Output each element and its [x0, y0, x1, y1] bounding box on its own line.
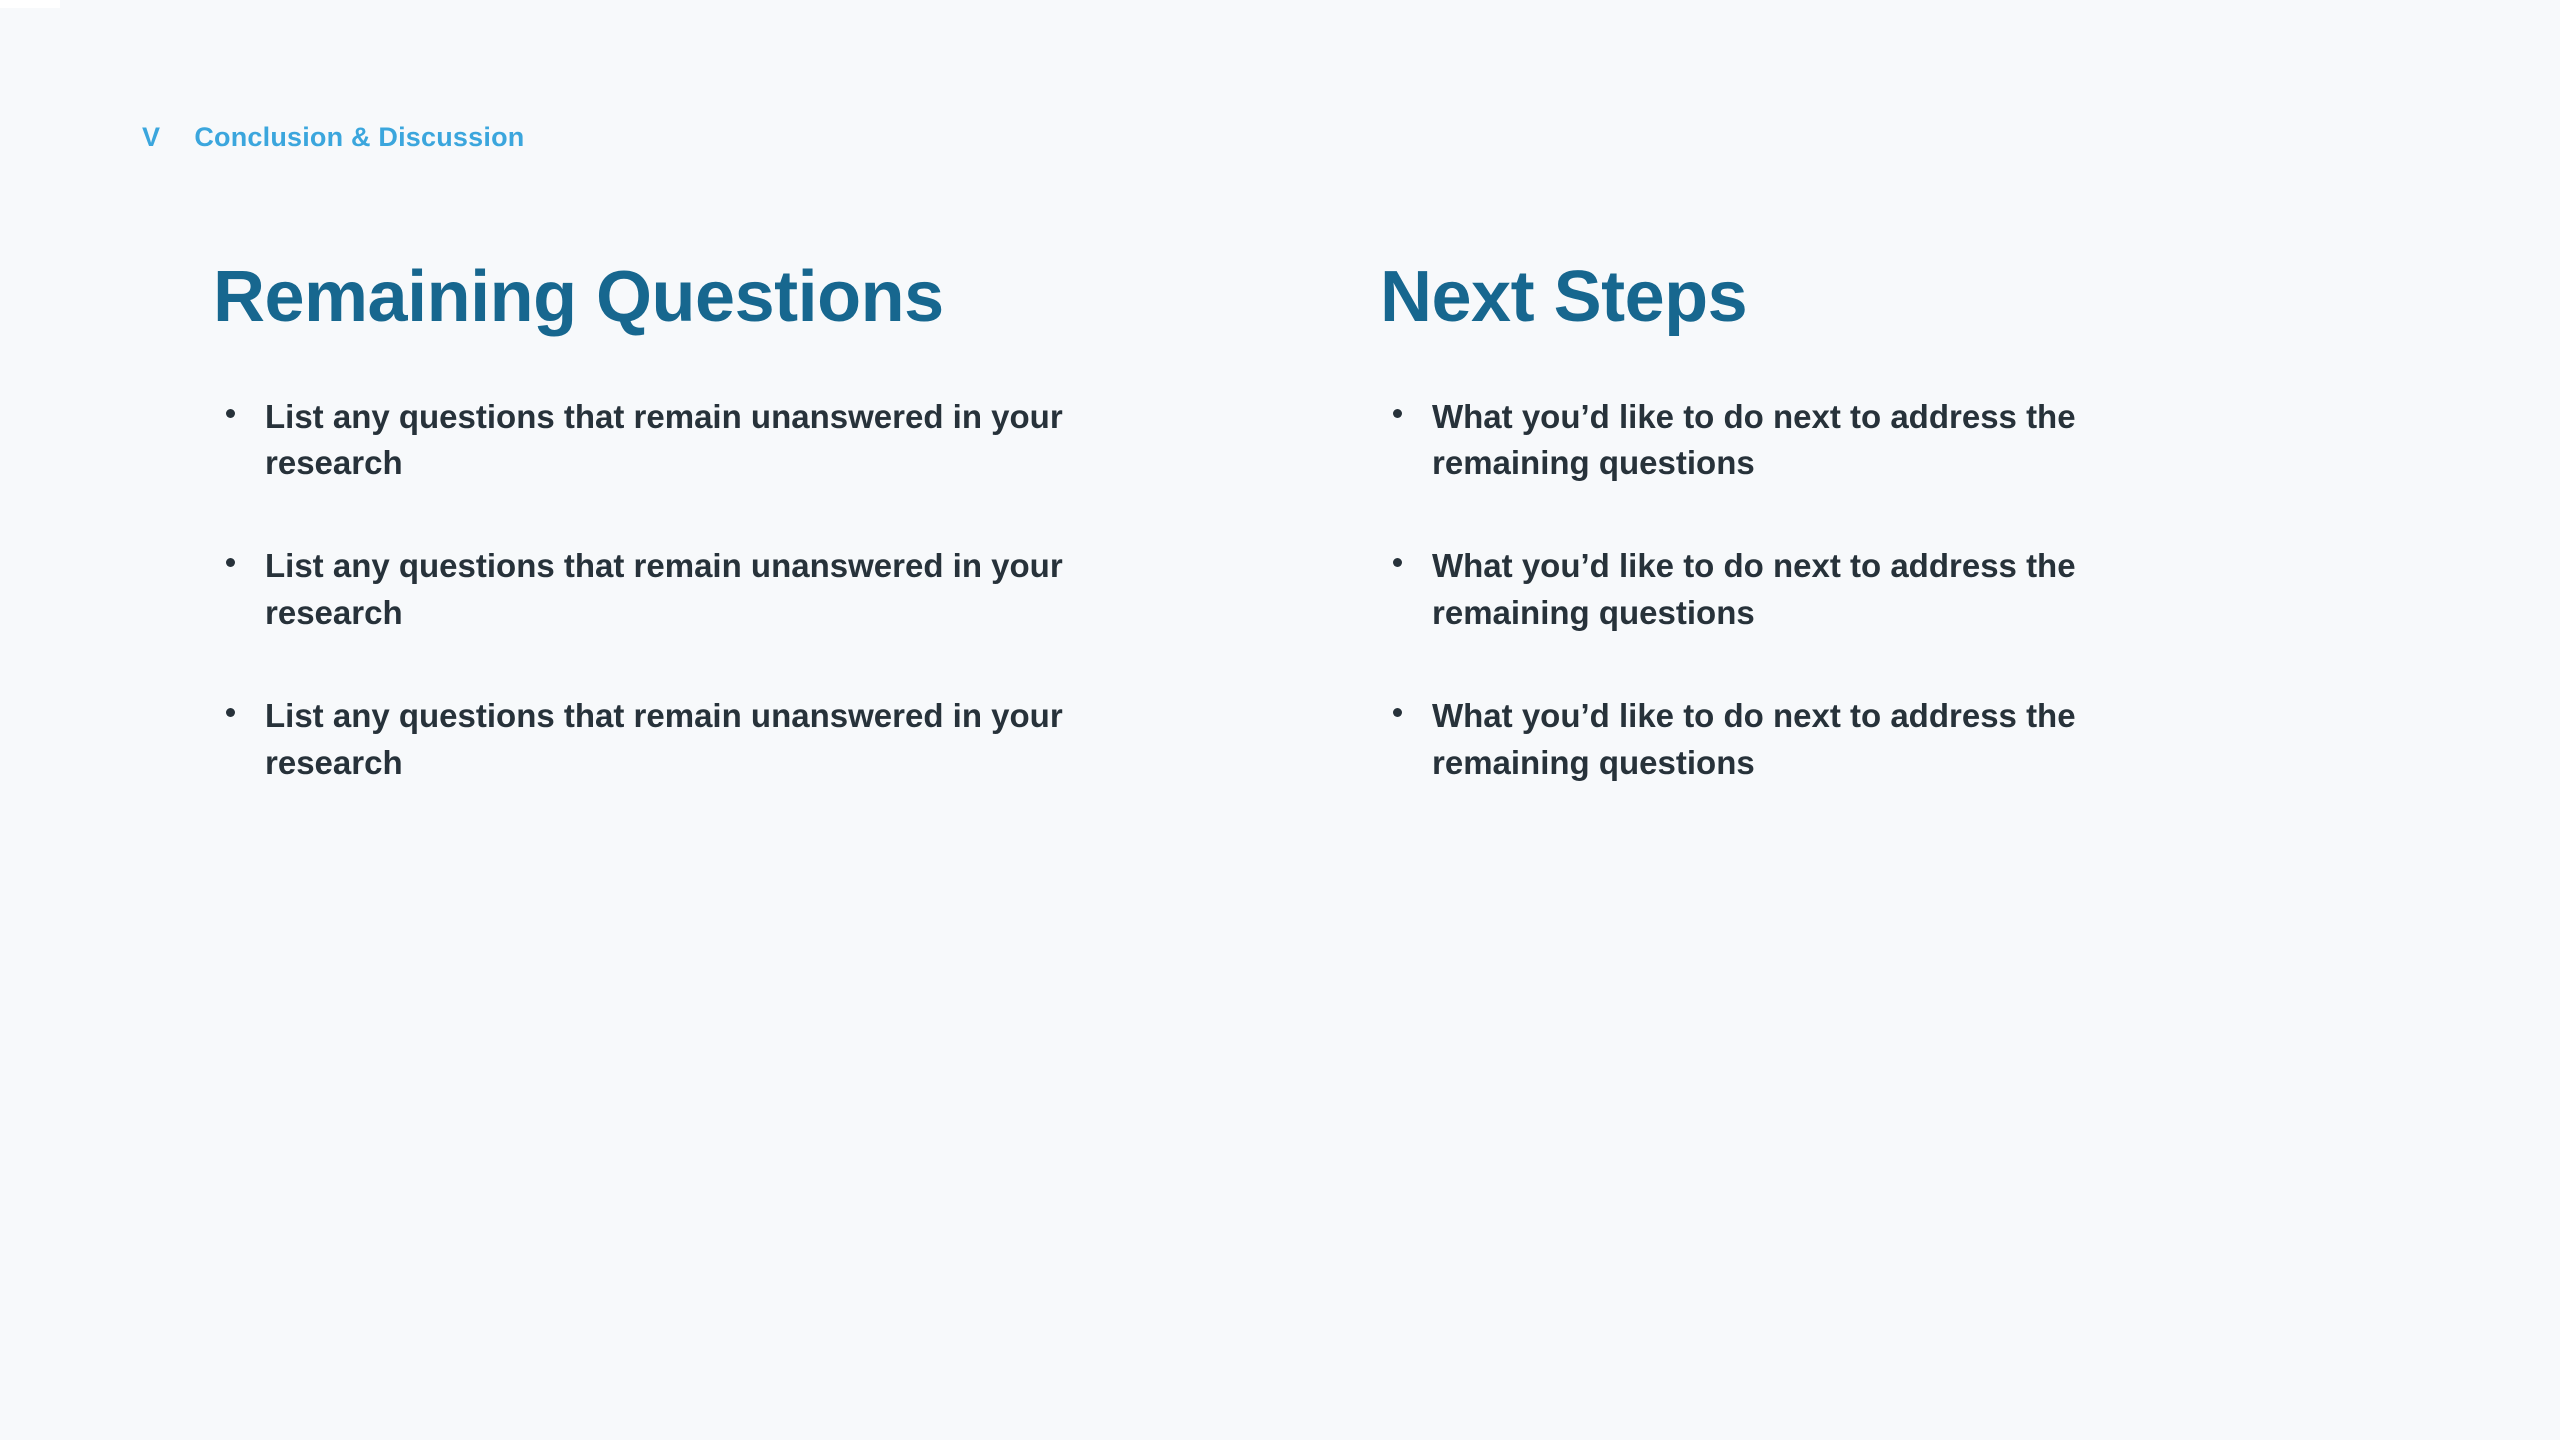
bullet-dot-icon	[1393, 708, 1402, 717]
column-next-steps	[1175, 257, 2560, 787]
list-item-text: What you’d like to do next to address the remaining questions	[1432, 547, 2076, 632]
content-columns	[0, 257, 2560, 787]
section-title: Conclusion & Discussion	[194, 122, 525, 152]
list-item-text: List any questions that remain unanswered in your research	[265, 697, 1063, 781]
bullet-list-remaining-questions	[213, 394, 1175, 787]
list-item	[213, 693, 1065, 787]
bullet-dot-icon	[226, 409, 235, 418]
bullet-dot-icon	[1393, 558, 1402, 567]
list-item-text: List any questions that remain unanswered in your research	[265, 397, 1063, 482]
bullet-dot-icon	[1393, 409, 1402, 418]
list-item	[1380, 693, 2232, 787]
bullet-dot-icon	[226, 558, 235, 567]
list-item-text: List any questions that remain unanswered in your research	[265, 547, 1063, 632]
list-item	[213, 543, 1065, 637]
column-heading: Next Steps	[1380, 257, 1748, 337]
bullet-dot-icon	[226, 708, 235, 717]
list-item-text: What you’d like to do next to address the remaining questions	[1432, 697, 2076, 781]
section-numeral: V	[142, 122, 161, 152]
section-label	[142, 122, 524, 153]
bullet-list-next-steps	[1380, 394, 2560, 787]
list-item	[1380, 543, 2232, 637]
column-heading: Remaining Questions	[213, 257, 944, 337]
column-remaining-questions	[0, 257, 1175, 787]
list-item	[1380, 394, 2232, 488]
corner-marker	[0, 0, 60, 8]
list-item-text: What you’d like to do next to address the remaining questions	[1432, 397, 2076, 482]
list-item	[213, 394, 1065, 488]
